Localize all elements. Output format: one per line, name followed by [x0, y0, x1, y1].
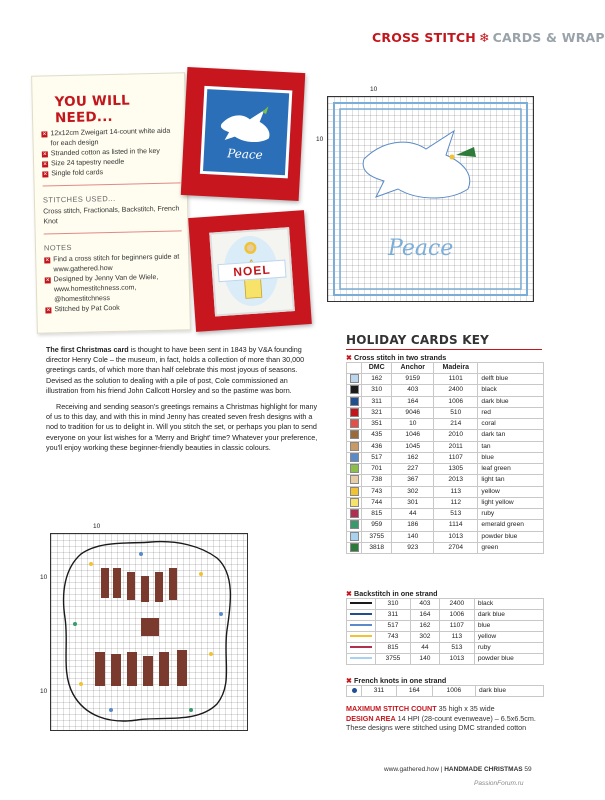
notes-item: ✕ Designed by Jenny Van de Wiele, www.homestitchness.com, @homestitchness — [45, 273, 159, 304]
chart-top-label-left: 10 — [316, 136, 324, 143]
back-row — [347, 643, 544, 654]
thread-name-cell: light tan — [478, 475, 544, 486]
chart-top-label-top: 10 — [370, 86, 378, 93]
dmc-cell: 743 — [362, 486, 392, 497]
intro-paragraph-1: The first Christmas card is thought to have been sent in 1843 by V&A founding director Henry Cole – the museum, in fact, holds a collection of more than 30,000 greetings cards, of which more than half celebrate this most joyous of seasons. Devised as the solution to dealing with a pile of post, Cole commissioned an illustration from his friend John Callcott Horsley and so the pastime was born. — [46, 345, 305, 395]
madeira-cell: 2400 — [439, 599, 474, 610]
thread-name-cell: green — [478, 542, 544, 553]
anchor-cell: 10 — [392, 419, 434, 430]
anchor-cell: 186 — [392, 520, 434, 531]
backstitch-line — [350, 602, 372, 604]
cross-symbol — [347, 520, 362, 531]
dove-chart-drawing — [328, 97, 533, 301]
cross-row — [347, 520, 544, 531]
madeira-cell: 2011 — [434, 441, 478, 452]
cross-symbol — [347, 441, 362, 452]
dmc-cell: 311 — [362, 686, 397, 697]
madeira-cell: 2400 — [434, 385, 478, 396]
thread-swatch — [350, 430, 359, 439]
cross-symbol — [347, 374, 362, 385]
back-row — [347, 621, 544, 632]
back-row — [347, 599, 544, 610]
stitches-text: Cross stitch, Fractionals, Backstitch, French Knot — [43, 205, 180, 226]
cross-row — [347, 385, 544, 396]
madeira-cell: 113 — [434, 486, 478, 497]
notes-list — [44, 252, 183, 315]
madeira-cell: 1013 — [439, 654, 474, 665]
cross-row — [347, 486, 544, 497]
thread-swatch — [350, 475, 359, 484]
madeira-cell: 1006 — [439, 610, 474, 621]
stitch-count-info — [346, 704, 546, 733]
stitches-title: STITCHES USED... — [42, 193, 116, 205]
needs-list — [41, 126, 180, 179]
cross-symbol — [347, 542, 362, 553]
page-number: 59 — [522, 766, 532, 773]
thread-name-cell: yellow — [474, 632, 543, 643]
cross-icon: ✖ — [346, 353, 353, 362]
anchor-cell: 164 — [392, 396, 434, 407]
dmc-cell: 517 — [362, 452, 392, 463]
back-symbol — [347, 599, 376, 610]
back-symbol — [347, 643, 376, 654]
thread-name-cell: black — [478, 385, 544, 396]
cross-row — [347, 374, 544, 385]
key-divider — [346, 349, 542, 350]
thread-name-cell: blue — [478, 452, 544, 463]
thread-swatch — [350, 543, 359, 552]
back-row — [347, 610, 544, 621]
anchor-cell: 9159 — [392, 374, 434, 385]
madeira-cell: 513 — [439, 643, 474, 654]
madeira-cell: 214 — [434, 419, 478, 430]
footer-url: www.gathered.how — [384, 766, 439, 773]
cross-row — [347, 396, 544, 407]
anchor-cell: 164 — [396, 686, 432, 697]
cross-row — [347, 441, 544, 452]
knot-row — [347, 686, 544, 697]
madeira-cell: 1101 — [434, 374, 478, 385]
backstitch-table — [346, 598, 544, 665]
thread-name-cell: dark blue — [475, 686, 543, 697]
noel-stitched-design — [209, 227, 295, 316]
dmc-cell: 3818 — [362, 542, 392, 553]
cross-symbol — [347, 475, 362, 486]
anchor-cell: 923 — [392, 542, 434, 553]
backstitch-line — [350, 613, 372, 615]
thread-name-cell: leaf green — [478, 464, 544, 475]
thread-name-cell: coral — [478, 419, 544, 430]
thread-swatch — [350, 408, 359, 417]
dmc-cell: 743 — [376, 632, 411, 643]
header-right: CARDS & WRAP — [492, 30, 605, 45]
dmc-cell: 738 — [362, 475, 392, 486]
anchor-cell: 403 — [410, 599, 439, 610]
dmc-cell: 959 — [362, 520, 392, 531]
madeira-cell: 2704 — [434, 542, 478, 553]
thread-name-cell: ruby — [478, 509, 544, 520]
cross-row — [347, 475, 544, 486]
backstitch-line — [350, 624, 372, 626]
card2-text: NOEL — [217, 260, 286, 283]
dmc-cell: 3755 — [362, 531, 392, 542]
intro-paragraph-2: Receiving and sending season's greetings remains a Christmas highlight for many of us to this day, and with this in mind Jenny has created seven fresh designs with a nod to tradition for us to delight in. Will you stitch the set, or perhaps you plan to send everyone on your list wishes for a 'Merry and Bright' time? Whatever your preference, you'll enjoy working these beginner-friendly beauties in classic colours. — [46, 402, 318, 452]
anchor-cell: 1045 — [392, 441, 434, 452]
notes-title: NOTES — [43, 242, 72, 253]
needs-item: ✕ Size 24 tapestry needle — [42, 158, 125, 168]
thread-name-cell: blue — [474, 621, 543, 632]
dmc-cell: 311 — [376, 610, 411, 621]
anchor-cell: 9046 — [392, 407, 434, 418]
cross-symbol — [347, 486, 362, 497]
thread-name-cell: emerald green — [478, 520, 544, 531]
madeira-cell: 112 — [434, 497, 478, 508]
needs-item: ✕ 12x12cm Zweigart 14-count white aida for each design — [42, 127, 171, 148]
back-row — [347, 632, 544, 643]
key-title: HOLIDAY CARDS KEY — [346, 333, 490, 347]
cross-symbol — [347, 407, 362, 418]
back-symbol — [347, 610, 376, 621]
dmc-cell: 517 — [376, 621, 411, 632]
needs-title: YOU WILL NEED... — [54, 92, 131, 127]
intro-article — [46, 345, 322, 453]
madeira-cell: 2013 — [434, 475, 478, 486]
madeira-cell: 513 — [434, 509, 478, 520]
back-symbol — [347, 621, 376, 632]
merry-bright-pattern-chart — [50, 533, 248, 731]
madeira-cell: 1013 — [434, 531, 478, 542]
anchor-cell: 162 — [410, 621, 439, 632]
thread-swatch — [350, 464, 359, 473]
max-stitch-count: MAXIMUM STITCH COUNT 35 high x 35 wide — [346, 704, 495, 713]
dmc-cell: 815 — [362, 509, 392, 520]
cross-row — [347, 430, 544, 441]
french-knot-dot — [352, 688, 357, 693]
chart-bottom-label-left-2: 10 — [40, 688, 48, 695]
cross-row — [347, 419, 544, 430]
anchor-cell: 301 — [392, 497, 434, 508]
thread-name-cell: dark tan — [478, 430, 544, 441]
madeira-cell: 113 — [439, 632, 474, 643]
header-left: CROSS STITCH — [372, 30, 476, 45]
thread-swatch — [350, 487, 359, 496]
thread-name-cell: light yellow — [478, 497, 544, 508]
anchor-cell: 302 — [410, 632, 439, 643]
design-area: DESIGN AREA 14 HPI (28-count evenweave) – 6.5x6.5cm. These designs were stitched using DMC stranded cotton — [346, 713, 536, 733]
anchor-cell: 44 — [392, 509, 434, 520]
footer-magazine: HANDMADE CHRISTMAS — [444, 766, 523, 773]
you-will-need-note — [31, 72, 191, 333]
knot-symbol — [347, 686, 362, 697]
thread-name-cell: delft blue — [478, 374, 544, 385]
backstitch-line — [350, 635, 372, 637]
thread-swatch — [350, 442, 359, 451]
cross-symbol — [347, 419, 362, 430]
dmc-cell: 310 — [362, 385, 392, 396]
dmc-cell: 701 — [362, 464, 392, 475]
madeira-cell: 510 — [434, 407, 478, 418]
cross-symbol — [347, 531, 362, 542]
section-header — [372, 30, 605, 45]
watermark: PassionForum.ru — [474, 780, 524, 787]
cross-row — [347, 464, 544, 475]
card1-text: Peace — [226, 146, 264, 163]
key-section-cross: ✖ Cross stitch in two strands — [346, 353, 447, 362]
needs-item: ✕ Stranded cotton as listed in the key — [42, 147, 160, 158]
cross-row — [347, 407, 544, 418]
madeira-cell: 1114 — [434, 520, 478, 531]
dmc-cell: 321 — [362, 407, 392, 418]
needs-item: ✕ Single fold cards — [43, 169, 104, 178]
dmc-cell: 310 — [376, 599, 411, 610]
dmc-cell: 436 — [362, 441, 392, 452]
thread-swatch — [350, 397, 359, 406]
madeira-cell: 2010 — [434, 430, 478, 441]
backstitch-line — [350, 646, 372, 648]
thread-name-cell: dark blue — [478, 396, 544, 407]
thread-swatch — [350, 498, 359, 507]
madeira-cell: 1006 — [434, 396, 478, 407]
back-symbol — [347, 632, 376, 643]
thread-name-cell: powder blue — [474, 654, 543, 665]
cross-row — [347, 542, 544, 553]
chart-bottom-label-top: 10 — [93, 523, 101, 530]
back-symbol — [347, 654, 376, 665]
thread-swatch — [350, 532, 359, 541]
anchor-cell: 140 — [392, 531, 434, 542]
key-section-backstitch: ✖ Backstitch in one strand — [346, 589, 438, 598]
dove-pattern-chart — [327, 96, 534, 302]
cross-symbol — [347, 396, 362, 407]
snowflake-icon: ❄ — [478, 30, 490, 45]
thread-name-cell: red — [478, 407, 544, 418]
thread-name-cell: black — [474, 599, 543, 610]
thread-swatch — [350, 509, 359, 518]
thread-name-cell: tan — [478, 441, 544, 452]
back-row — [347, 654, 544, 665]
cross-symbol — [347, 509, 362, 520]
merry-bright-chart-drawing — [51, 534, 247, 730]
thread-swatch — [350, 453, 359, 462]
thread-swatch — [350, 385, 359, 394]
svg-text:Peace: Peace — [388, 236, 454, 261]
table-header-row: DMC Anchor Madeira — [347, 363, 544, 374]
madeira-cell: 1107 — [434, 452, 478, 463]
anchor-cell: 1046 — [392, 430, 434, 441]
anchor-cell: 44 — [410, 643, 439, 654]
notes-item: ✕ Stitched by Pat Cook — [46, 304, 120, 314]
thread-swatch — [350, 520, 359, 529]
anchor-cell: 302 — [392, 486, 434, 497]
cross-row — [347, 497, 544, 508]
anchor-cell: 164 — [410, 610, 439, 621]
thread-name-cell: yellow — [478, 486, 544, 497]
page-footer: www.gathered.how | HANDMADE CHRISTMAS 59 — [384, 766, 532, 773]
madeira-cell: 1107 — [439, 621, 474, 632]
dmc-cell: 311 — [362, 396, 392, 407]
chart-bottom-label-left-1: 10 — [40, 574, 48, 581]
thread-name-cell: ruby — [474, 643, 543, 654]
dmc-cell: 744 — [362, 497, 392, 508]
dmc-cell: 351 — [362, 419, 392, 430]
french-knots-table — [346, 685, 544, 697]
madeira-cell: 1305 — [434, 464, 478, 475]
dmc-cell: 435 — [362, 430, 392, 441]
cross-icon: ✖ — [346, 589, 353, 598]
peace-stitched-design — [200, 86, 292, 178]
key-section-knots: ✖ French knots in one strand — [346, 676, 447, 685]
cross-row — [347, 531, 544, 542]
thread-swatch — [350, 374, 359, 383]
cross-row — [347, 452, 544, 463]
cross-symbol — [347, 497, 362, 508]
cross-symbol — [347, 452, 362, 463]
cross-symbol — [347, 385, 362, 396]
anchor-cell: 227 — [392, 464, 434, 475]
thread-name-cell: powder blue — [478, 531, 544, 542]
dmc-cell: 3755 — [376, 654, 411, 665]
madeira-cell: 1006 — [432, 686, 475, 697]
dmc-cell: 162 — [362, 374, 392, 385]
dmc-cell: 815 — [376, 643, 411, 654]
backstitch-line — [350, 657, 372, 659]
cross-symbol — [347, 464, 362, 475]
anchor-cell: 367 — [392, 475, 434, 486]
cross-symbol — [347, 430, 362, 441]
anchor-cell: 140 — [410, 654, 439, 665]
cross-row — [347, 509, 544, 520]
thread-swatch — [350, 419, 359, 428]
thread-name-cell: dark blue — [474, 610, 543, 621]
peace-card-photo — [181, 67, 306, 201]
cross-icon: ✖ — [346, 676, 353, 685]
noel-card-photo — [188, 210, 312, 332]
anchor-cell: 403 — [392, 385, 434, 396]
notes-item: ✕ Find a cross stitch for beginners guide at www.gathered.how — [45, 253, 180, 274]
anchor-cell: 162 — [392, 452, 434, 463]
cross-stitch-table — [346, 362, 544, 554]
